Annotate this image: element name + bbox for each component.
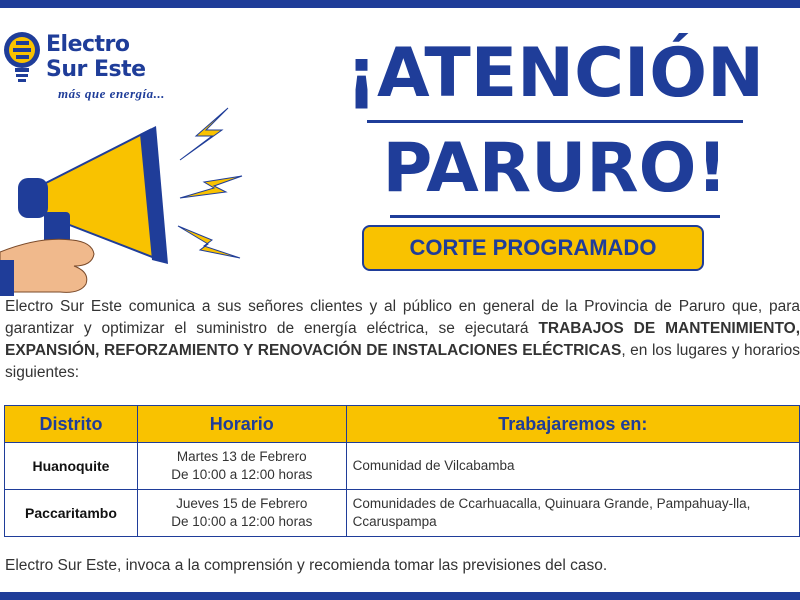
- lightning-bolt-icon: [178, 226, 240, 258]
- table-header-row: [5, 406, 800, 443]
- headline: [320, 28, 790, 218]
- headline-underline: [390, 215, 720, 218]
- location-cell: Comunidades de Ccarhuacalla, Quinuara Grande, Pampahuay-lla, Ccaruspampa: [346, 490, 799, 537]
- table-row: [5, 443, 800, 490]
- logo-e-bulb-icon: [2, 26, 46, 86]
- megaphone-icon: [0, 100, 250, 300]
- schedule-cell: [137, 443, 346, 490]
- schedule-day: Martes 13 de Febrero: [176, 449, 307, 464]
- scheduled-outage-badge: CORTE PROGRAMADO: [362, 225, 704, 271]
- schedule-day: Jueves 15 de Febrero: [176, 496, 308, 511]
- bottom-border-bar: [0, 592, 800, 600]
- top-border-bar: [0, 0, 800, 8]
- intro-bold-text: TRABAJOS DE MANTENIMIENTO, EXPANSIÓN, REFORZAMIENTO Y RENOVACIÓN DE INSTALACIONES ELÉCTRICAS: [5, 320, 800, 359]
- intro-paragraph: [5, 296, 800, 384]
- schedule-table: [4, 405, 800, 537]
- district-cell: Paccaritambo: [5, 490, 138, 537]
- lightning-bolt-icon: [180, 176, 242, 198]
- lightning-bolt-icon: [180, 108, 228, 160]
- closing-paragraph: Electro Sur Este, invoca a la comprensión y recomienda tomar las previsiones del caso.: [5, 557, 608, 574]
- headline-line2: PARURO!: [382, 129, 728, 208]
- header-horario: Horario: [137, 406, 346, 443]
- location-cell: Comunidad de Vilcabamba: [346, 443, 799, 490]
- district-cell: Huanoquite: [5, 443, 138, 490]
- intro-text: Electro Sur Este comunica a sus señores clientes y al público en general de la Provincia de Paruro que, para garantizar y optimizar el suministro de energía eléctrica, se ejecutará: [5, 298, 800, 337]
- brand-name: [46, 32, 146, 82]
- header-trabajaremos: Trabajaremos en:: [346, 406, 799, 443]
- schedule-hours: De 10:00 a 12:00 horas: [171, 514, 313, 529]
- schedule-cell: [137, 490, 346, 537]
- intro-text-end: , en los lugares y horarios siguientes:: [5, 342, 800, 381]
- brand-tagline: más que energía...: [58, 86, 165, 101]
- headline-line1: ¡ATENCIÓN: [345, 34, 765, 113]
- header-distrito: Distrito: [5, 406, 138, 443]
- schedule-hours: De 10:00 a 12:00 horas: [171, 467, 313, 482]
- brand-name-line1: Electro: [46, 32, 130, 57]
- brand-name-line2: Sur Este: [46, 57, 146, 82]
- table-row: [5, 490, 800, 537]
